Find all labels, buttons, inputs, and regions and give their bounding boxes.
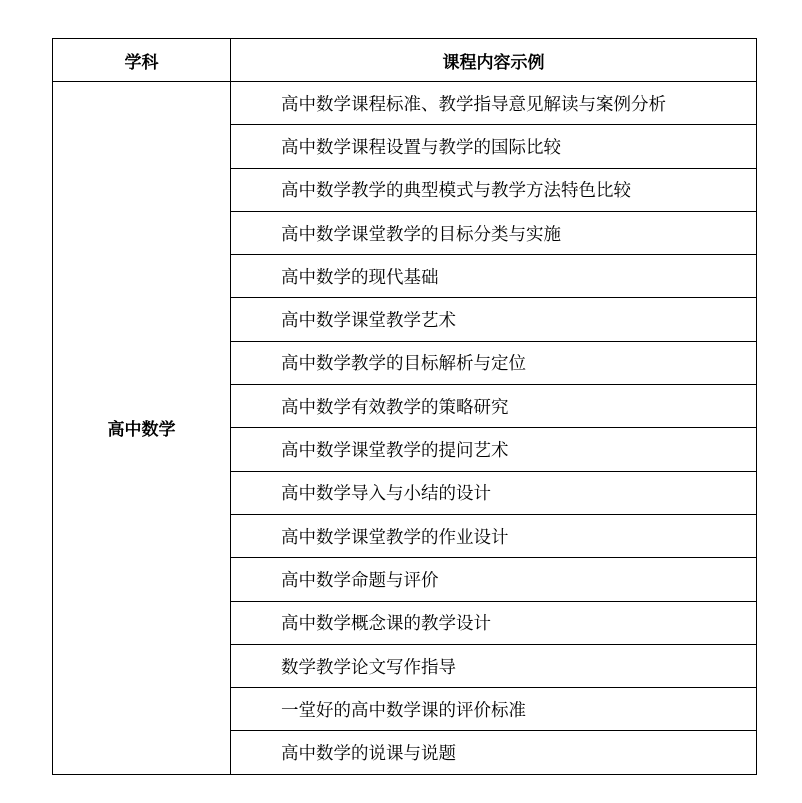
subject-cell: 高中数学 — [53, 82, 231, 775]
course-item: 高中数学的现代基础 — [231, 255, 757, 298]
course-item: 高中数学课堂教学艺术 — [231, 298, 757, 341]
course-item: 高中数学导入与小结的设计 — [231, 471, 757, 514]
course-item: 数学教学论文写作指导 — [231, 644, 757, 687]
course-item: 高中数学课堂教学的目标分类与实施 — [231, 211, 757, 254]
header-subject: 学科 — [53, 39, 231, 82]
course-item: 高中数学课程标准、教学指导意见解读与案例分析 — [231, 82, 757, 125]
course-item: 高中数学教学的目标解析与定位 — [231, 341, 757, 384]
course-table — [52, 38, 757, 775]
course-item: 高中数学概念课的教学设计 — [231, 601, 757, 644]
course-item: 高中数学教学的典型模式与教学方法特色比较 — [231, 168, 757, 211]
course-item: 高中数学有效教学的策略研究 — [231, 385, 757, 428]
header-content: 课程内容示例 — [231, 39, 757, 82]
course-item: 高中数学的说课与说题 — [231, 731, 757, 774]
table-row — [53, 82, 757, 125]
course-item: 高中数学课堂教学的作业设计 — [231, 514, 757, 557]
table-header-row — [53, 39, 757, 82]
course-item: 一堂好的高中数学课的评价标准 — [231, 688, 757, 731]
course-item: 高中数学课堂教学的提问艺术 — [231, 428, 757, 471]
course-item: 高中数学命题与评价 — [231, 558, 757, 601]
course-item: 高中数学课程设置与教学的国际比较 — [231, 125, 757, 168]
